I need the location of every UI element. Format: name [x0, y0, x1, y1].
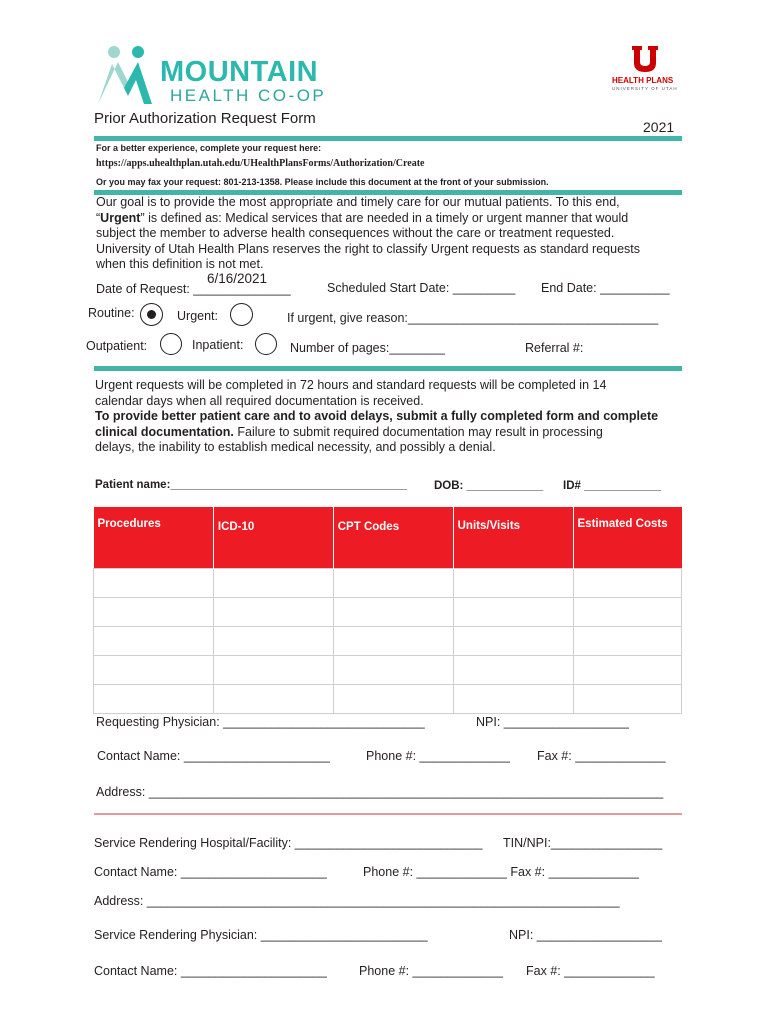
fax-notice: Or you may fax your request: 801-213-1358. Please include this document at the front of your submission.: [96, 177, 549, 187]
rendering-contact-name-2-field[interactable]: Contact Name: _____________________: [94, 964, 327, 978]
requesting-contact-name-field[interactable]: Contact Name: _____________________: [97, 749, 330, 763]
form-title: Prior Authorization Request Form: [94, 110, 316, 127]
request-divider: [94, 366, 682, 371]
table-cell[interactable]: [333, 656, 453, 685]
rendering-fax-2-field[interactable]: Fax #: _____________: [526, 964, 655, 978]
table-cell[interactable]: [213, 685, 333, 714]
table-cell[interactable]: [213, 569, 333, 598]
table-cell[interactable]: [94, 627, 214, 656]
header-icd10: ICD-10: [213, 507, 333, 569]
patient-id-field[interactable]: ID# ____________: [563, 480, 661, 492]
procedures-table: [93, 507, 682, 714]
table-cell[interactable]: [213, 656, 333, 685]
logo-wordmark: MOUNTAIN: [160, 56, 319, 88]
number-of-pages-field[interactable]: Number of pages:________: [290, 341, 445, 355]
table-cell[interactable]: [333, 569, 453, 598]
table-cell[interactable]: [573, 569, 682, 598]
urgent-label: Urgent:: [177, 309, 218, 323]
dob-field[interactable]: DOB: ____________: [434, 480, 544, 492]
table-cell[interactable]: [573, 685, 682, 714]
table-cell[interactable]: [213, 598, 333, 627]
rendering-tin-npi-field[interactable]: TIN/NPI:________________: [503, 836, 663, 850]
referral-number-field[interactable]: Referral #:: [525, 341, 584, 355]
university-of-utah-logo-icon: [630, 44, 660, 74]
table-cell[interactable]: [453, 569, 573, 598]
rendering-physician-field[interactable]: Service Rendering Physician: ________________________: [94, 928, 428, 942]
table-row: [94, 685, 682, 714]
table-cell[interactable]: [94, 569, 214, 598]
intro-paragraph: Our goal is to provide the most appropriate and timely care for our mutual patients. To this end, “Urgent” is defined as: Medical services that are needed in a timely or urgent manner that would subject the member to adverse health consequences without the care or treatment requested. University of Utah Health Plans reserves the right to classify Urgent requests as standard requests when this definition is not met.: [96, 195, 641, 272]
table-cell[interactable]: [94, 656, 214, 685]
requesting-physician-field[interactable]: Requesting Physician: _____________________________: [96, 715, 425, 729]
partner-subtitle: UNIVERSITY OF UTAH: [612, 86, 678, 91]
rendering-phone-fax-field[interactable]: Phone #: _____________ Fax #: _____________: [363, 865, 639, 879]
outpatient-radio[interactable]: [160, 333, 182, 355]
radio-selected-dot: [147, 310, 156, 319]
inpatient-radio[interactable]: [255, 333, 277, 355]
table-cell[interactable]: [94, 685, 214, 714]
rendering-phone-2-field[interactable]: Phone #: _____________: [359, 964, 503, 978]
date-of-request-value[interactable]: 6/16/2021: [207, 271, 268, 286]
table-cell[interactable]: [573, 598, 682, 627]
urgent-radio[interactable]: [230, 303, 253, 326]
table-cell[interactable]: [94, 598, 214, 627]
header-cpt-codes: CPT Codes: [333, 507, 453, 569]
logo-subtitle: HEALTH CO-OP: [170, 86, 327, 105]
table-row: [94, 627, 682, 656]
scheduled-start-date-field[interactable]: Scheduled Start Date: _________: [327, 281, 516, 295]
table-cell[interactable]: [333, 598, 453, 627]
header-procedures: Procedures: [94, 507, 214, 569]
header-estimated-costs: Estimated Costs: [573, 507, 682, 569]
requesting-npi-field[interactable]: NPI: __________________: [476, 715, 629, 729]
header-units-visits: Units/Visits: [453, 507, 573, 569]
table-cell[interactable]: [453, 627, 573, 656]
header-divider: [94, 136, 682, 141]
table-row: [94, 656, 682, 685]
rendering-address-field[interactable]: Address: ____________________________________________________________________: [94, 894, 620, 908]
requesting-address-field[interactable]: Address: __________________________________________________________________________: [96, 785, 664, 799]
partner-name: HEALTH PLANS: [612, 76, 674, 85]
section-divider: [94, 813, 682, 815]
table-cell[interactable]: [573, 656, 682, 685]
table-row: [94, 569, 682, 598]
routine-radio[interactable]: [140, 303, 163, 326]
table-cell[interactable]: [333, 627, 453, 656]
mountain-coop-logo-icon: [94, 44, 162, 106]
patient-name-field[interactable]: Patient name:_____________________________________: [95, 479, 408, 491]
submission-link[interactable]: https://apps.uhealthplan.utah.edu/UHealthPlansForms/Authorization/Create: [96, 158, 425, 169]
table-cell[interactable]: [453, 656, 573, 685]
table-cell[interactable]: [453, 685, 573, 714]
policy-paragraph: Urgent requests will be completed in 72 hours and standard requests will be completed in 14 calendar days when all required documentation is received. To provide better patient care and to avoid delays, submit a fully completed form and complete clinical documentation. Failure to submit required documentation may result in processing delays, the inability to establish medical necessity, and possibly a denial.: [95, 378, 659, 455]
requesting-fax-field[interactable]: Fax #: _____________: [537, 749, 666, 763]
rendering-npi-field[interactable]: NPI: __________________: [509, 928, 662, 942]
rendering-contact-name-field[interactable]: Contact Name: _____________________: [94, 865, 327, 879]
table-header-row: [94, 507, 682, 569]
end-date-field[interactable]: End Date: __________: [541, 281, 670, 295]
date-of-request-label: Date of Request: ______________: [96, 282, 291, 296]
table-cell[interactable]: [213, 627, 333, 656]
table-cell[interactable]: [333, 685, 453, 714]
routine-label: Routine:: [88, 306, 135, 320]
inpatient-label: Inpatient:: [192, 338, 244, 352]
table-row: [94, 598, 682, 627]
outpatient-label: Outpatient:: [86, 339, 148, 353]
form-year: 2021: [643, 119, 675, 135]
urgent-reason-field[interactable]: If urgent, give reason:____________________________________: [287, 311, 659, 325]
requesting-phone-field[interactable]: Phone #: _____________: [366, 749, 510, 763]
rendering-facility-field[interactable]: Service Rendering Hospital/Facility: ___________________________: [94, 836, 483, 850]
table-cell[interactable]: [453, 598, 573, 627]
online-notice: For a better experience, complete your request here:: [96, 143, 322, 153]
table-cell[interactable]: [573, 627, 682, 656]
